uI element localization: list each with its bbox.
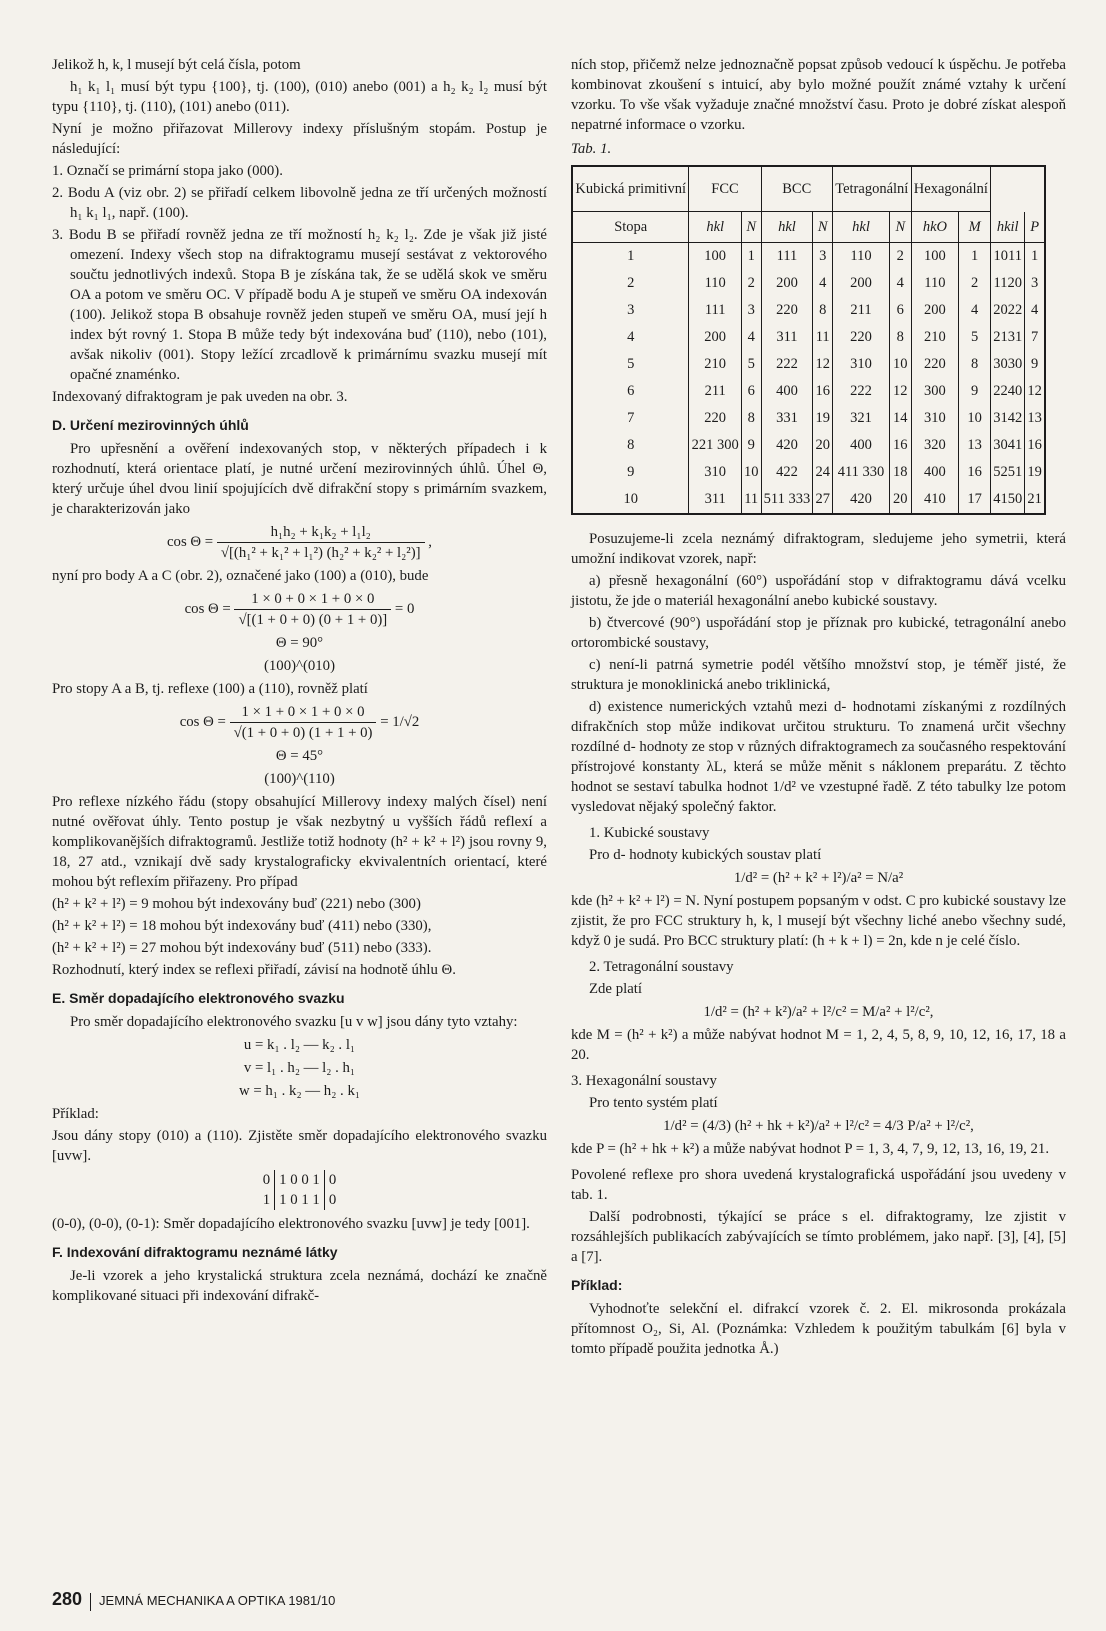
table-cell: 1 (1025, 243, 1045, 271)
table-cell: 10 (959, 405, 991, 432)
sub-header: hkO (911, 212, 959, 243)
table-cell: 12 (890, 378, 912, 405)
paragraph: Další podrobnosti, týkající se práce s el. difraktogramy, lze zjistit v rozsáhlejších publikacích zabývajících se tímto problémem, jako např. [3], [4], [5] a [7]. (571, 1209, 1066, 1265)
group-header: Tetragonální (833, 166, 912, 212)
footer (52, 1589, 335, 1611)
eq-lhs: cos Θ = (184, 600, 231, 617)
paragraph: Zde platí (589, 981, 643, 997)
table-cell: 200 (689, 324, 741, 351)
sub-header: N (813, 212, 833, 243)
group-header: Hexagonální (911, 166, 991, 212)
group-header: FCC (689, 166, 761, 212)
table-cell: 5 (741, 351, 761, 378)
eq-u: u = k₁ . l₂ — k₂ . l₁ (243, 1037, 356, 1053)
table-cell: 21 (1025, 486, 1045, 514)
paragraph: Pro tento systém platí (589, 1095, 718, 1111)
sub-header: Stopa (572, 212, 689, 243)
table-cell: 2 (890, 243, 912, 271)
table-cell: 211 (689, 378, 741, 405)
table-row (572, 243, 1045, 271)
table-cell: 6 (741, 378, 761, 405)
table-cell: 6 (890, 297, 912, 324)
group-header: BCC (761, 166, 833, 212)
table-row (572, 297, 1045, 324)
matrix-cell: 1 0 0 1 (275, 1170, 325, 1190)
table-cell: 220 (833, 324, 890, 351)
table-cell: 420 (761, 432, 813, 459)
table-cell: 2 (741, 270, 761, 297)
table-cell: 331 (761, 405, 813, 432)
table-cell: 111 (689, 297, 741, 324)
numerator: 1 × 1 + 0 × 1 + 0 × 0 (230, 702, 377, 723)
table-row (572, 351, 1045, 378)
table-cell: 16 (1025, 432, 1045, 459)
right-column (571, 55, 1066, 1361)
fraction (230, 702, 377, 743)
table-cell: 210 (689, 351, 741, 378)
paragraph: Pro upřesnění a ověření indexovaných stop, v některých případech i k rozhodnutí, která orientace platí, je nutné určení mezirovinných úhlů. Úhel Θ, který určuje úhel dvou linií spojujících dvě difrakční stopy s primárním svazkem, je charakterizován jako (52, 441, 547, 517)
paragraph: kde M = (h² + k²) a může nabývat hodnot M = 1, 2, 4, 5, 8, 9, 10, 12, 16, 17, 18 a 20. (571, 1027, 1066, 1063)
equation-cos-theta (52, 522, 547, 563)
group-header: Kubická primitivní (572, 166, 689, 212)
equation-ab (52, 702, 547, 743)
example-heading: Příklad: (571, 1277, 623, 1293)
table-cell: 5251 (991, 459, 1025, 486)
table-cell: 110 (689, 270, 741, 297)
step-1: 1. Označí se primární stopa jako (000). (52, 163, 283, 179)
subsection-tetragonal: 2. Tetragonální soustavy (589, 959, 734, 975)
eq-tail: , (428, 533, 432, 550)
table-caption: Tab. 1. (571, 141, 612, 157)
matrix-cell: 0 (324, 1190, 340, 1210)
left-column (52, 55, 547, 1308)
table-cell: 110 (911, 270, 959, 297)
table-cell: 1 (741, 243, 761, 271)
matrix-cell: 1 (262, 1192, 271, 1208)
table-cell: 4 (813, 270, 833, 297)
table-cell: 9 (1025, 351, 1045, 378)
subsection-hexagonal: 3. Hexagonální soustavy (571, 1073, 717, 1089)
paragraph: nyní pro body A a C (obr. 2), označené jako (100) a (010), bude (52, 568, 429, 584)
section-heading-f: F. Indexování difraktogramu neznámé látky (52, 1244, 338, 1260)
table-row (572, 378, 1045, 405)
table-cell: 2022 (991, 297, 1025, 324)
table-cell: 310 (911, 405, 959, 432)
step-3: 3. Bodu B se přiřadí rovněž jedna ze tří možností h₂ k₂ l₂. Zde je však již jisté omezení. Indexy všech stop na difraktogramu musejí sestávat z vektorového součtu jednotlivých indexů. Stopa B je získána tak, že se udělá skok ve směru OA a potom ve směru OC. V případě bodu A je stupeň ve směru OA indexován (100). Jelikož stopa B obsahuje rovněž jeden stupeň ve směru OA, musí její h index být rovný 1. Stopa B může tedy být indexována buď (110), nebo (101), avšak nikoliv (001). Stopy ležící zrcadlově k primárnímu svazku musejí mít opačné znaménko. (52, 227, 547, 383)
table-row (572, 432, 1045, 459)
table-cell: 3030 (991, 351, 1025, 378)
matrix-cell: 1 0 1 1 (275, 1190, 325, 1210)
sub-header: N (890, 212, 912, 243)
equation-cubic: 1/d² = (h² + k² + l²)/a² = N/a² (733, 870, 904, 886)
table-cell: 9 (959, 378, 991, 405)
table-cell: 200 (761, 270, 813, 297)
table-cell: 20 (890, 486, 912, 514)
table-cell: 200 (911, 297, 959, 324)
sub-header-row (572, 212, 1045, 243)
denominator: √[(1 + 0 + 0) (0 + 1 + 0)] (238, 612, 388, 628)
matrix-cell: 0 (262, 1172, 271, 1188)
page-number: 280 (52, 1589, 83, 1609)
table-cell: 5 (959, 324, 991, 351)
table-cell: 19 (1025, 459, 1045, 486)
table-cell: 9 (572, 459, 689, 486)
matrix-cell: 0 (324, 1170, 340, 1190)
table-cell: 1120 (991, 270, 1025, 297)
paragraph: Pro reflexe nízkého řádu (stopy obsahující Millerovy indexy malých čísel) není nutné ověřovat úhly. Tento postup je však nezbytný u vyšších řádů reflexí a komplikovanějších difraktogramů. Jestliže totiž hodnoty (h² + k² + l²) jsou rovny 9, 18, 27 atd., vznikají dvě sady krystalograficky ekvivalentních orientací, které mohou být reflexím přiřazeny. Pro případ (52, 794, 547, 890)
table-cell: 200 (833, 270, 890, 297)
table-cell: 11 (741, 486, 761, 514)
paragraph: Indexovaný difraktogram je pak uveden na obr. 3. (52, 389, 348, 405)
table-cell: 511 333 (761, 486, 813, 514)
sub-header: hkl (833, 212, 890, 243)
denominator: √(1 + 0 + 0) (1 + 1 + 0) (233, 725, 373, 741)
table-cell: 321 (833, 405, 890, 432)
table-cell: 221 300 (689, 432, 741, 459)
table-cell: 3 (813, 243, 833, 271)
table-row (572, 405, 1045, 432)
table-cell: 4150 (991, 486, 1025, 514)
paragraph: Vyhodnoťte selekční el. difrakcí vzorek č. 2. El. mikrosonda prokázala přítomnost O₂, Si, Al. (Poznámka: Vzhledem k použitým tabulkám [6] byla v tomto případě použita jednotka Å.) (571, 1301, 1066, 1357)
table-cell: 8 (890, 324, 912, 351)
table-cell: 3 (572, 297, 689, 324)
table-cell: 16 (959, 459, 991, 486)
table-cell: 300 (911, 378, 959, 405)
table-cell: 4 (1025, 297, 1045, 324)
table-cell: 24 (813, 459, 833, 486)
fraction (234, 589, 391, 630)
case-27: (h² + k² + l²) = 27 mohou být indexovány buď (511) nebo (333). (52, 940, 432, 956)
table-cell: 422 (761, 459, 813, 486)
item-b: b) čtvercové (90°) uspořádání stop je příznak pro kubické, tetragonální anebo ortorombické soustavy, (571, 615, 1066, 651)
table-cell: 400 (911, 459, 959, 486)
sub-header: P (1025, 212, 1045, 243)
case-9: (h² + k² + l²) = 9 mohou být indexovány buď (221) nebo (300) (52, 896, 421, 912)
table-cell: 12 (1025, 378, 1045, 405)
table-cell: 110 (833, 243, 890, 271)
table-cell: 2 (959, 270, 991, 297)
sub-header: hkl (761, 212, 813, 243)
numerator: 1 × 0 + 0 × 1 + 0 × 0 (234, 589, 391, 610)
eq-lhs: cos Θ = (179, 713, 226, 730)
table-cell: 420 (833, 486, 890, 514)
table-cell: 2240 (991, 378, 1025, 405)
table-cell: 2 (572, 270, 689, 297)
eq-w: w = h₁ . k₂ — h₂ . k₁ (238, 1083, 361, 1099)
paragraph: Povolené reflexe pro shora uvedená krystalografická uspořádání jsou uvedeny v tab. 1. (571, 1167, 1066, 1203)
table-cell: 311 (761, 324, 813, 351)
paragraph: Jelikož h, k, l musejí být celá čísla, potom (52, 57, 301, 73)
table-cell: 400 (761, 378, 813, 405)
table-cell: 2131 (991, 324, 1025, 351)
fraction (217, 522, 425, 563)
table-cell: 100 (911, 243, 959, 271)
sub-header: hkil (991, 212, 1025, 243)
paragraph: ních stop, přičemž nelze jednoznačně popsat způsob vedoucí k úspěchu. Je potřeba kombinovat zkoušení s intuicí, aby bylo možné použít známé vztahy k určení vzorku. To vše však vyžaduje značné množství času. Proto je dobré získat alespoň nepatrné informace o vzorku. (571, 57, 1066, 133)
paragraph: Posuzujeme-li zcela neznámý difraktogram, sledujeme jeho symetrii, která umožní indikovat vzorek, např: (571, 531, 1066, 567)
eq-rhs: = 0 (394, 600, 415, 617)
section-heading-d: D. Určení mezirovinných úhlů (52, 417, 249, 433)
table-cell: 10 (741, 459, 761, 486)
item-d: d) existence numerických vztahů mezi d- hodnotami získanými z rozdílných difrakčních stop může indikovat určitou strukturu. To znamená určit všechny rozdílné d- hodnoty ze stop v různých difraktogramech za současného respektování přístrojové konstanty λL, která se může měnit s náklonem preparátu. Z těchto hodnot se sestaví tabulka hodnot 1/d² ve vzestupné řadě. Z této tabulky lze potom vysledovat nějaký společný faktor. (571, 699, 1066, 815)
equation-hexagonal: 1/d² = (4/3) (h² + hk + k²)/a² + l²/c² = 4/3 P/a² + l²/c², (663, 1118, 974, 1134)
table-cell: 100 (689, 243, 741, 271)
paragraph: h₁ k₁ l₁ musí být typu {100}, tj. (100), (010) anebo (001) a h₂ k₂ l₂ musí být typu {110}, tj. (110), (101) anebo (011). (52, 79, 547, 115)
table-cell: 6 (572, 378, 689, 405)
eq-lhs: cos Θ = (166, 533, 214, 550)
sub-header: M (959, 212, 991, 243)
paragraph: Rozhodnutí, který index se reflexi přiřadí, závisí na hodnotě úhlu Θ. (52, 962, 456, 978)
table-cell: 410 (911, 486, 959, 514)
equation-ac (52, 589, 547, 630)
paragraph: (0-0), (0-0), (0-1): Směr dopadajícího elektronového svazku [uvw] je tedy [001]. (52, 1216, 530, 1232)
table-cell: 211 (833, 297, 890, 324)
index-matrix (52, 1170, 547, 1210)
sub-header: hkl (689, 212, 741, 243)
table-cell: 8 (741, 405, 761, 432)
paragraph: Je-li vzorek a jeho krystalická struktura zcela neznámá, dochází ke značně komplikované situaci při indexování difrakč- (52, 1268, 547, 1304)
table-cell: 14 (890, 405, 912, 432)
table-cell: 9 (741, 432, 761, 459)
table-cell: 18 (890, 459, 912, 486)
table-row (572, 270, 1045, 297)
table-cell: 1 (959, 243, 991, 271)
item-a: a) přesně hexagonální (60°) uspořádání stop v difraktogramu dává vcelku jistotu, že jde o materiál hexagonální anebo kubické soustavy. (571, 573, 1066, 609)
table-cell: 320 (911, 432, 959, 459)
table-cell: 310 (833, 351, 890, 378)
table-row (572, 459, 1045, 486)
table-cell: 13 (1025, 405, 1045, 432)
paragraph: Jsou dány stopy (010) a (110). Zjistěte směr dopadajícího elektronového svazku [uvw]. (52, 1128, 547, 1164)
case-18: (h² + k² + l²) = 18 mohou být indexovány buď (411) nebo (330), (52, 918, 432, 934)
result-theta: Θ = 90° (275, 635, 324, 651)
table-cell: 10 (572, 486, 689, 514)
item-c: c) není-li patrná symetrie podél většího množství stop, je téměř jisté, že struktura je monoklinická anebo triklinická, (571, 657, 1066, 693)
table-cell: 4 (890, 270, 912, 297)
table-cell: 7 (1025, 324, 1045, 351)
table-cell: 10 (890, 351, 912, 378)
table-cell: 222 (833, 378, 890, 405)
table-cell: 20 (813, 432, 833, 459)
example-label: Příklad: (52, 1106, 99, 1122)
table-cell: 411 330 (833, 459, 890, 486)
table-cell: 220 (911, 351, 959, 378)
subsection-cubic: 1. Kubické soustavy (589, 825, 710, 841)
table-cell: 4 (959, 297, 991, 324)
table-cell: 1011 (991, 243, 1025, 271)
table-cell: 400 (833, 432, 890, 459)
paragraph: Pro d- hodnoty kubických soustav platí (589, 847, 822, 863)
paragraph: Nyní je možno přiřazovat Millerovy indexy příslušným stopám. Postup je následující: (52, 121, 547, 157)
reflections-table (571, 165, 1046, 515)
table-row (572, 486, 1045, 514)
numerator: h₁h₂ + k₁k₂ + l₁l₂ (217, 522, 425, 543)
table-cell: 1 (572, 243, 689, 271)
step-2: 2. Bodu A (viz obr. 2) se přiřadí celkem libovolně jedna ze tří určených možností h₁ k₁ l₁, např. (100). (52, 185, 547, 221)
result-angle: (100)^(110) (264, 771, 335, 787)
table-cell: 8 (572, 432, 689, 459)
table-cell: 5 (572, 351, 689, 378)
footer-separator (90, 1593, 91, 1611)
result-angle: (100)^(010) (263, 658, 336, 674)
table-cell: 222 (761, 351, 813, 378)
table-cell: 8 (959, 351, 991, 378)
table-cell: 210 (911, 324, 959, 351)
journal-name: JEMNÁ MECHANIKA A OPTIKA 1981/10 (99, 1593, 336, 1608)
table-cell: 19 (813, 405, 833, 432)
result-theta: Θ = 45° (275, 748, 324, 764)
sub-header: N (741, 212, 761, 243)
table-cell: 11 (813, 324, 833, 351)
table-cell: 16 (890, 432, 912, 459)
table-cell: 3 (1025, 270, 1045, 297)
table-wrapper (571, 165, 1066, 515)
table-cell: 7 (572, 405, 689, 432)
table-cell: 310 (689, 459, 741, 486)
table-cell: 3041 (991, 432, 1025, 459)
table-cell: 16 (813, 378, 833, 405)
denominator: √[(h₁² + k₁² + l₁²) (h₂² + k₂² + l₂²)] (220, 545, 421, 561)
table-cell: 17 (959, 486, 991, 514)
table-row (572, 324, 1045, 351)
table-cell: 8 (813, 297, 833, 324)
table-cell: 3 (741, 297, 761, 324)
table-cell: 12 (813, 351, 833, 378)
paragraph: kde P = (h² + hk + k²) a může nabývat hodnot P = 1, 3, 4, 7, 9, 12, 13, 16, 19, 21. (571, 1141, 1050, 1157)
table-cell: 111 (761, 243, 813, 271)
equation-tetragonal: 1/d² = (h² + k²)/a² + l²/c² = M/a² + l²/c², (703, 1004, 934, 1020)
table-cell: 4 (572, 324, 689, 351)
table-cell: 4 (741, 324, 761, 351)
table-cell: 27 (813, 486, 833, 514)
eq-rhs: = 1/√2 (380, 713, 420, 730)
section-heading-e: E. Směr dopadajícího elektronového svazku (52, 990, 345, 1006)
eq-v: v = l₁ . h₂ — l₂ . h₁ (243, 1060, 356, 1076)
table-cell: 3142 (991, 405, 1025, 432)
paragraph: kde (h² + k² + l²) = N. Nyní postupem popsaným v odst. C pro kubické soustavy lze zjistit, že pro FCC struktury h, k, l musejí být všechny liché anebo všechny sudé, když 0 je sudá. Pro BCC struktury platí: (h + k + l) = 2n, kde n je celé číslo. (571, 893, 1066, 949)
table-cell: 311 (689, 486, 741, 514)
paragraph: Pro směr dopadajícího elektronového svazku [u v w] jsou dány tyto vztahy: (70, 1014, 518, 1030)
table-cell: 220 (761, 297, 813, 324)
paragraph: Pro stopy A a B, tj. reflexe (100) a (110), rovněž platí (52, 681, 368, 697)
table-cell: 13 (959, 432, 991, 459)
table-cell: 220 (689, 405, 741, 432)
